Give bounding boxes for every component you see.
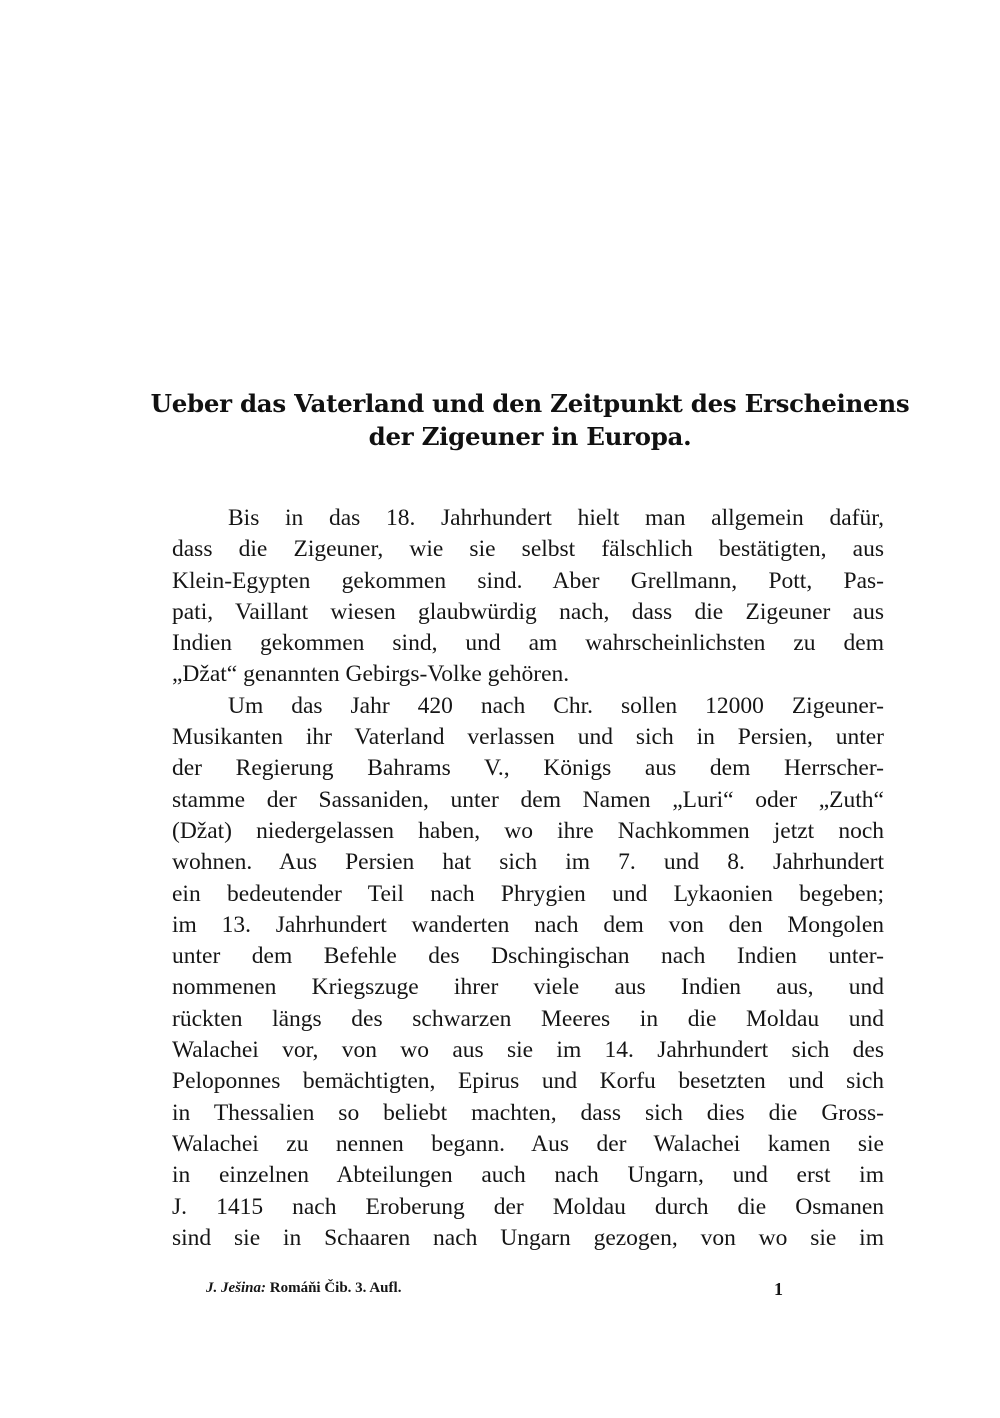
footer-author: J. Ješina: <box>206 1280 266 1296</box>
chapter-title-line-1: Ueber das Vaterland und den Zeitpunkt des Erscheinens <box>150 389 910 418</box>
text-line: Peloponnes bemächtigten, Epirus und Korfu besetzten und sich <box>172 1068 884 1095</box>
text-line: nommenen Kriegszuge ihrer viele aus Indien aus, und <box>172 974 884 1001</box>
text-line: stamme der Sassaniden, unter dem Namen „Luri“ oder „Zuth“ <box>172 786 884 813</box>
text-line: rückten längs des schwarzen Meeres in die Moldau und <box>172 1005 884 1032</box>
footer-signature <box>206 1280 401 1297</box>
text-line: (Džat) niedergelassen haben, wo ihre Nachkommen jetzt noch <box>172 817 884 844</box>
text-line: Um das Jahr 420 nach Chr. sollen 12000 Zigeuner- <box>228 692 884 719</box>
chapter-title-line-2: der Zigeuner in Europa. <box>368 422 692 451</box>
text-line: J. 1415 nach Eroberung der Moldau durch die Osmanen <box>172 1193 884 1220</box>
text-line: der Regierung Bahrams V., Königs aus dem Herrscher- <box>172 755 884 782</box>
text-line: Walachei vor, von wo aus sie im 14. Jahrhundert sich des <box>172 1037 884 1064</box>
text-line: ein bedeutender Teil nach Phrygien und Lykaonien begeben; <box>172 880 884 907</box>
text-line: Walachei zu nennen begann. Aus der Walachei kamen sie <box>172 1130 884 1157</box>
text-line: unter dem Befehle des Dschingischan nach Indien unter- <box>172 943 884 970</box>
text-line: sind sie in Schaaren nach Ungarn gezogen, von wo sie im <box>172 1224 884 1251</box>
text-line: wohnen. Aus Persien hat sich im 7. und 8. Jahrhundert <box>172 849 884 876</box>
text-line: Bis in das 18. Jahrhundert hielt man allgemein dafür, <box>228 505 884 531</box>
text-line: in Thessalien so beliebt machten, dass sich dies die Gross- <box>172 1099 884 1126</box>
text-line: „Džat“ genannten Gebirgs-Volke gehören. <box>172 661 570 688</box>
text-line: in einzelnen Abteilungen auch nach Ungarn, und erst im <box>172 1162 884 1189</box>
page-number: 1 <box>774 1279 783 1299</box>
text-line: dass die Zigeuner, wie sie selbst fälschlich bestätigten, aus <box>172 536 884 563</box>
body-text <box>172 503 884 1254</box>
text-line: Musikanten ihr Vaterland verlassen und sich in Persien, unter <box>172 724 884 751</box>
footer-work: Romáňi Čib. 3. Aufl. <box>269 1280 402 1296</box>
text-line: im 13. Jahrhundert wanderten nach dem von den Mongolen <box>172 911 884 938</box>
text-line: Indien gekommen sind, und am wahrscheinlichsten zu dem <box>172 630 884 657</box>
text-line: pati, Vaillant wiesen glaubwürdig nach, dass die Zigeuner aus <box>172 598 884 625</box>
text-line: Klein-Egypten gekommen sind. Aber Grellmann, Pott, Pas- <box>172 567 884 594</box>
